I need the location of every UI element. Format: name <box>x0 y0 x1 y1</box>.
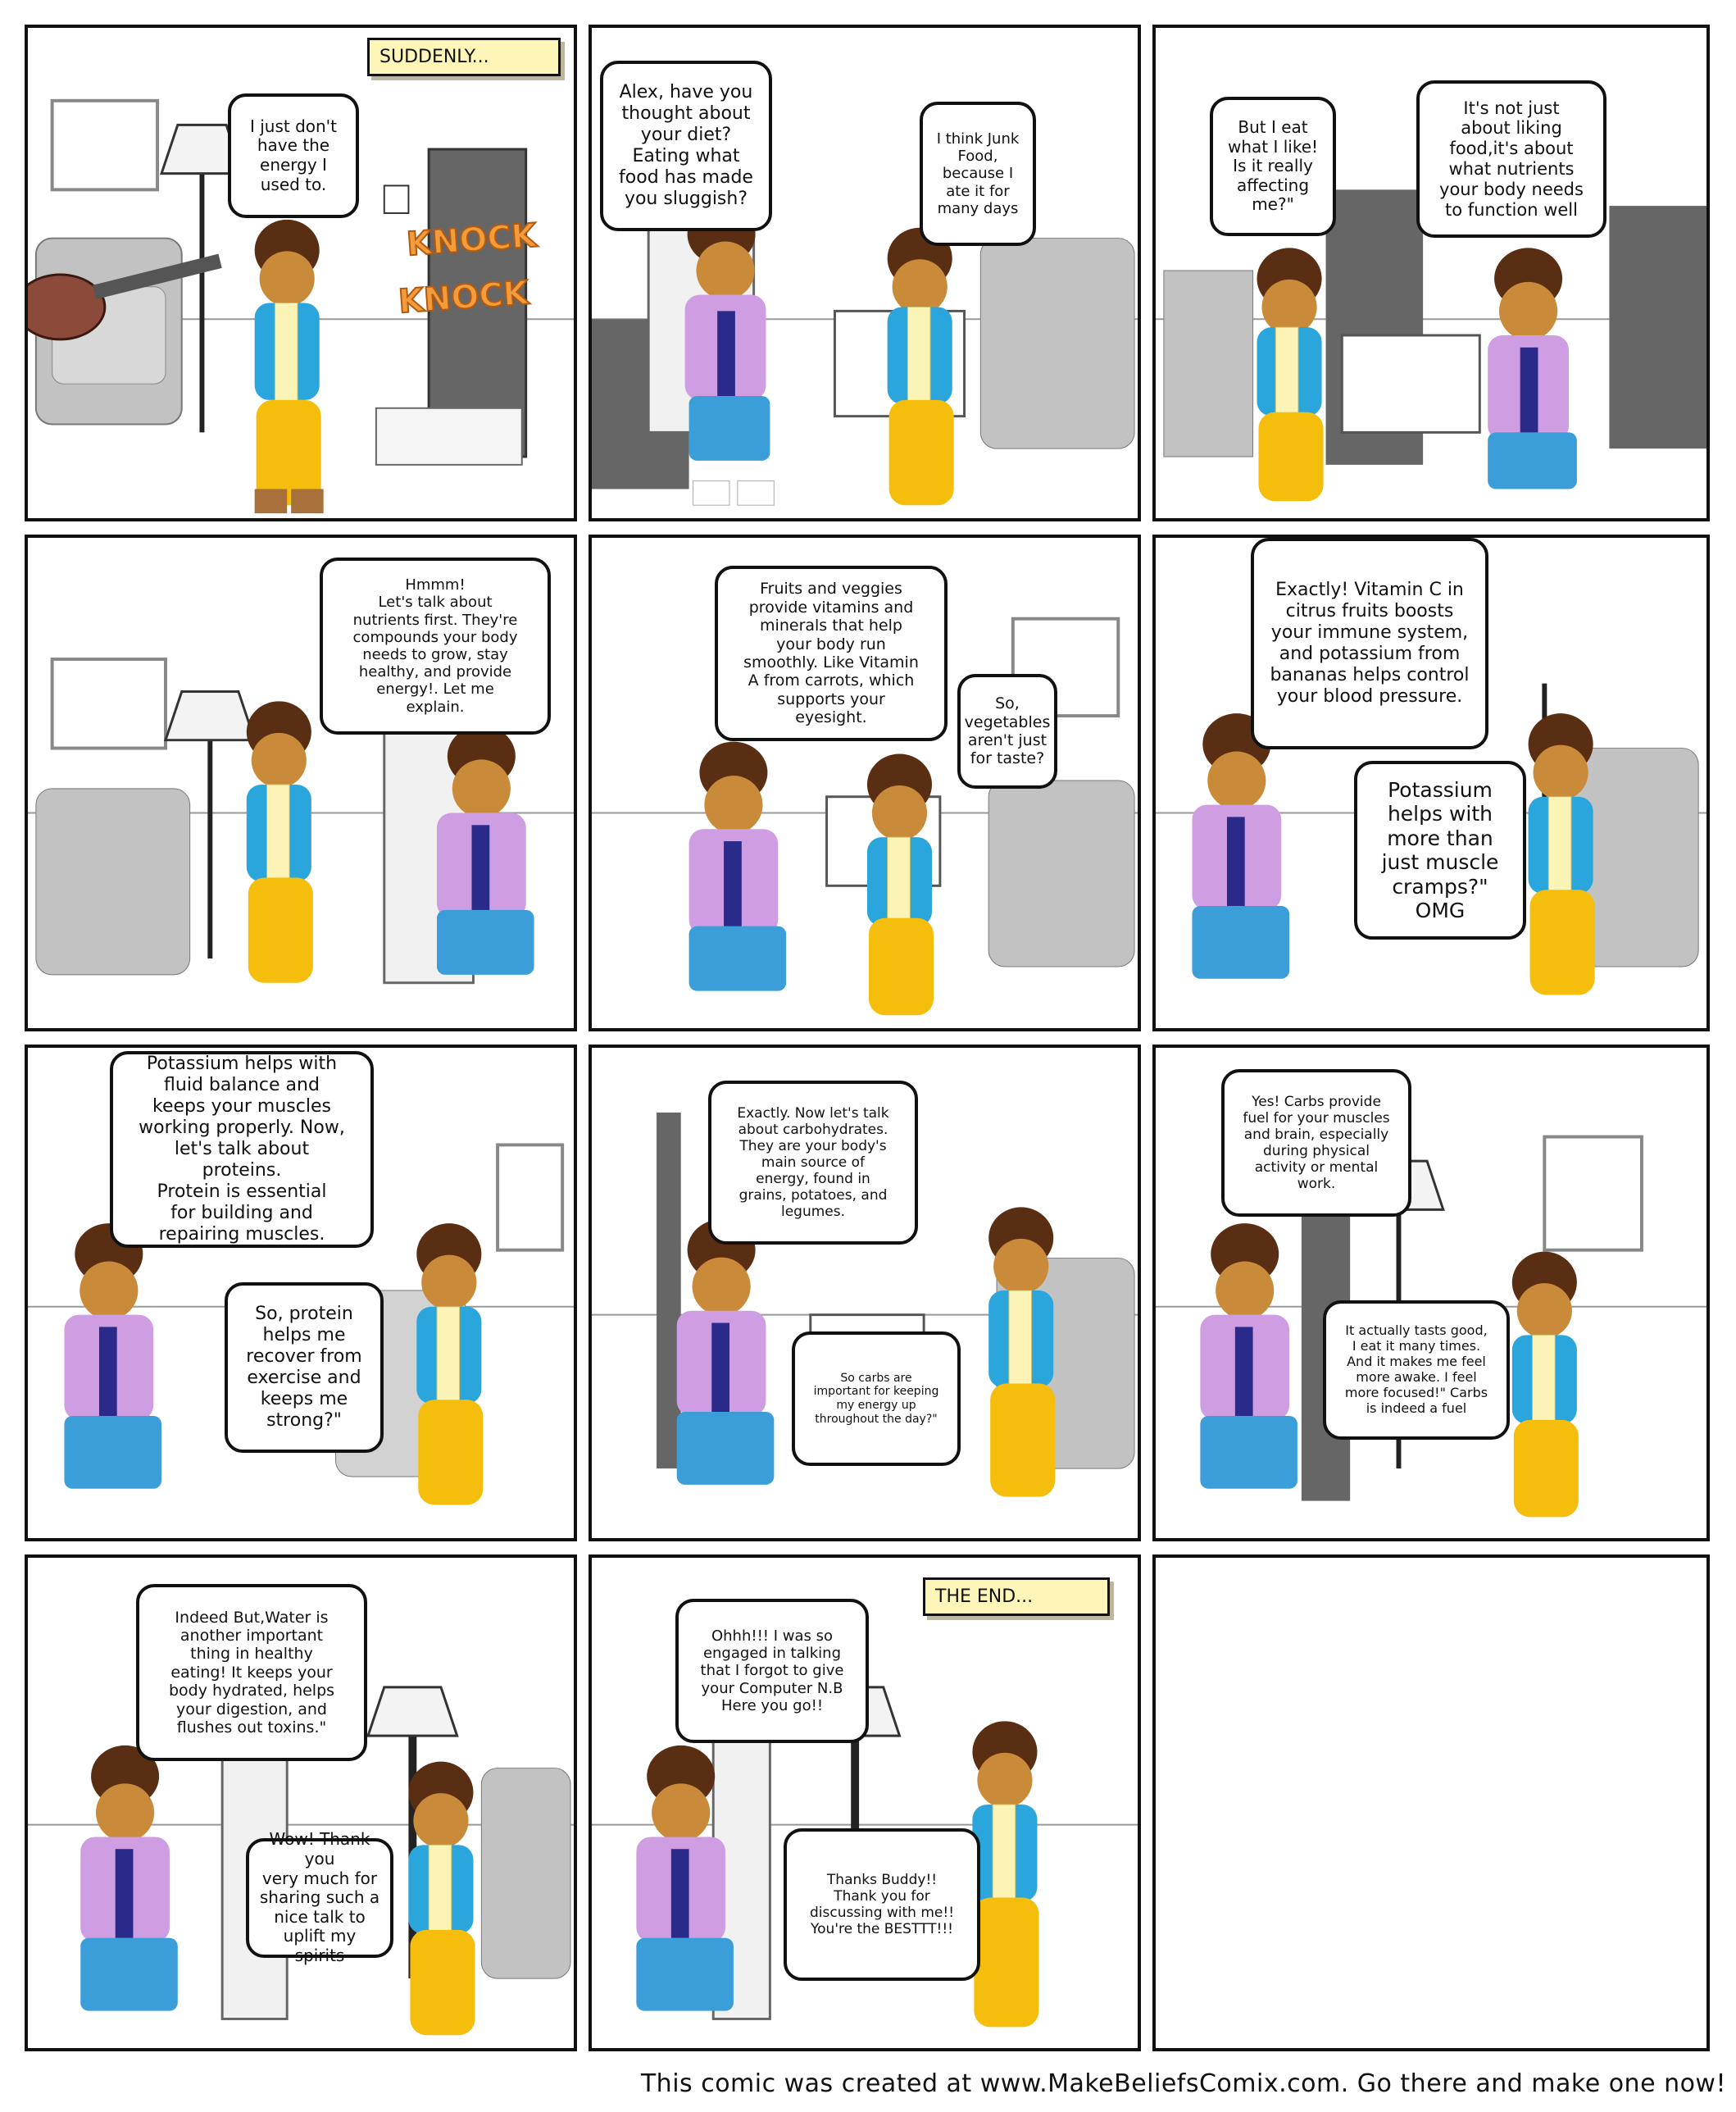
caption-suddenly: SUDDENLY... <box>367 38 561 76</box>
panel-7 <box>25 1045 577 1541</box>
caption-the-end: THE END... <box>923 1577 1110 1616</box>
speech-bubble: So, vegetables aren't just for taste? <box>957 674 1057 789</box>
panel-1 <box>25 25 577 521</box>
panel-6 <box>1152 535 1710 1031</box>
speech-bubble: I think Junk Food, because I ate it for many days <box>920 102 1036 246</box>
speech-bubble: It's not just about liking food,it's about what nutrients your body needs to function well <box>1416 80 1606 238</box>
panel-11 <box>589 1554 1141 2051</box>
panel-9 <box>1152 1045 1710 1541</box>
panel-10 <box>25 1554 577 2051</box>
speech-bubble: Potassium helps with fluid balance and keeps your muscles working properly. Now, let's talk about proteins. Protein is essential for building and repairing muscles. <box>110 1051 374 1248</box>
panel-4 <box>25 535 577 1031</box>
panel-12-empty <box>1152 1554 1710 2051</box>
panel-2 <box>589 25 1141 521</box>
speech-bubble: I just don't have the energy I used to. <box>228 93 359 218</box>
speech-bubble: It actually tasts good, I eat it many times. And it makes me feel more awake. I feel more focused!" Carbs is indeed a fuel <box>1323 1300 1510 1440</box>
sfx-knock-2: KNOCK <box>397 274 530 321</box>
speech-bubble: Alex, have you thought about your diet? Eating what food has made you sluggish? <box>600 61 772 231</box>
footer-credit: This comic was created at www.MakeBeliefsComix.com. Go there and make one now! <box>640 2069 1726 2098</box>
speech-bubble: Fruits and veggies provide vitamins and minerals that help your body run smoothly. Like Vitamin A from carrots, which supports your eyesight. <box>715 566 948 741</box>
sfx-knock-1: KNOCK <box>405 216 539 264</box>
speech-bubble: But I eat what I like! Is it really affecting me?" <box>1210 97 1336 236</box>
speech-bubble: Exactly. Now let's talk about carbohydrates. They are your body's main source of energy, found in grains, potatoes, and legumes. <box>708 1081 918 1245</box>
speech-bubble: Thanks Buddy!! Thank you for discussing with me!! You're the BESTTT!!! <box>784 1828 980 1981</box>
panel-3 <box>1152 25 1710 521</box>
speech-bubble: So, protein helps me recover from exercise and keeps me strong?" <box>225 1282 384 1453</box>
speech-bubble: Yes! Carbs provide fuel for your muscles and brain, especially during physical activity or mental work. <box>1221 1069 1411 1217</box>
speech-bubble: So carbs are important for keeping my energy up throughout the day?" <box>792 1331 961 1466</box>
panel-5 <box>589 535 1141 1031</box>
speech-bubble: Exactly! Vitamin C in citrus fruits boosts your immune system, and potassium from bananas helps control your blood pressure. <box>1251 538 1488 749</box>
speech-bubble: Ohhh!!! I was so engaged in talking that I forgot to give your Computer N.B Here you go!! <box>675 1599 869 1743</box>
speech-bubble: Indeed But,Water is another important thing in healthy eating! It keeps your body hydrated, helps your digestion, and flushes out toxins." <box>136 1584 367 1761</box>
speech-bubble: Hmmm! Let's talk about nutrients first. They're compounds your body needs to grow, stay healthy, and provide energy!. Let me explain. <box>320 558 551 735</box>
speech-bubble: Potassium helps with more than just muscle cramps?" OMG <box>1354 761 1526 940</box>
speech-bubble: Wow! Thank you very much for sharing such a nice talk to uplift my spirits <box>246 1838 393 1958</box>
panel-8 <box>589 1045 1141 1541</box>
